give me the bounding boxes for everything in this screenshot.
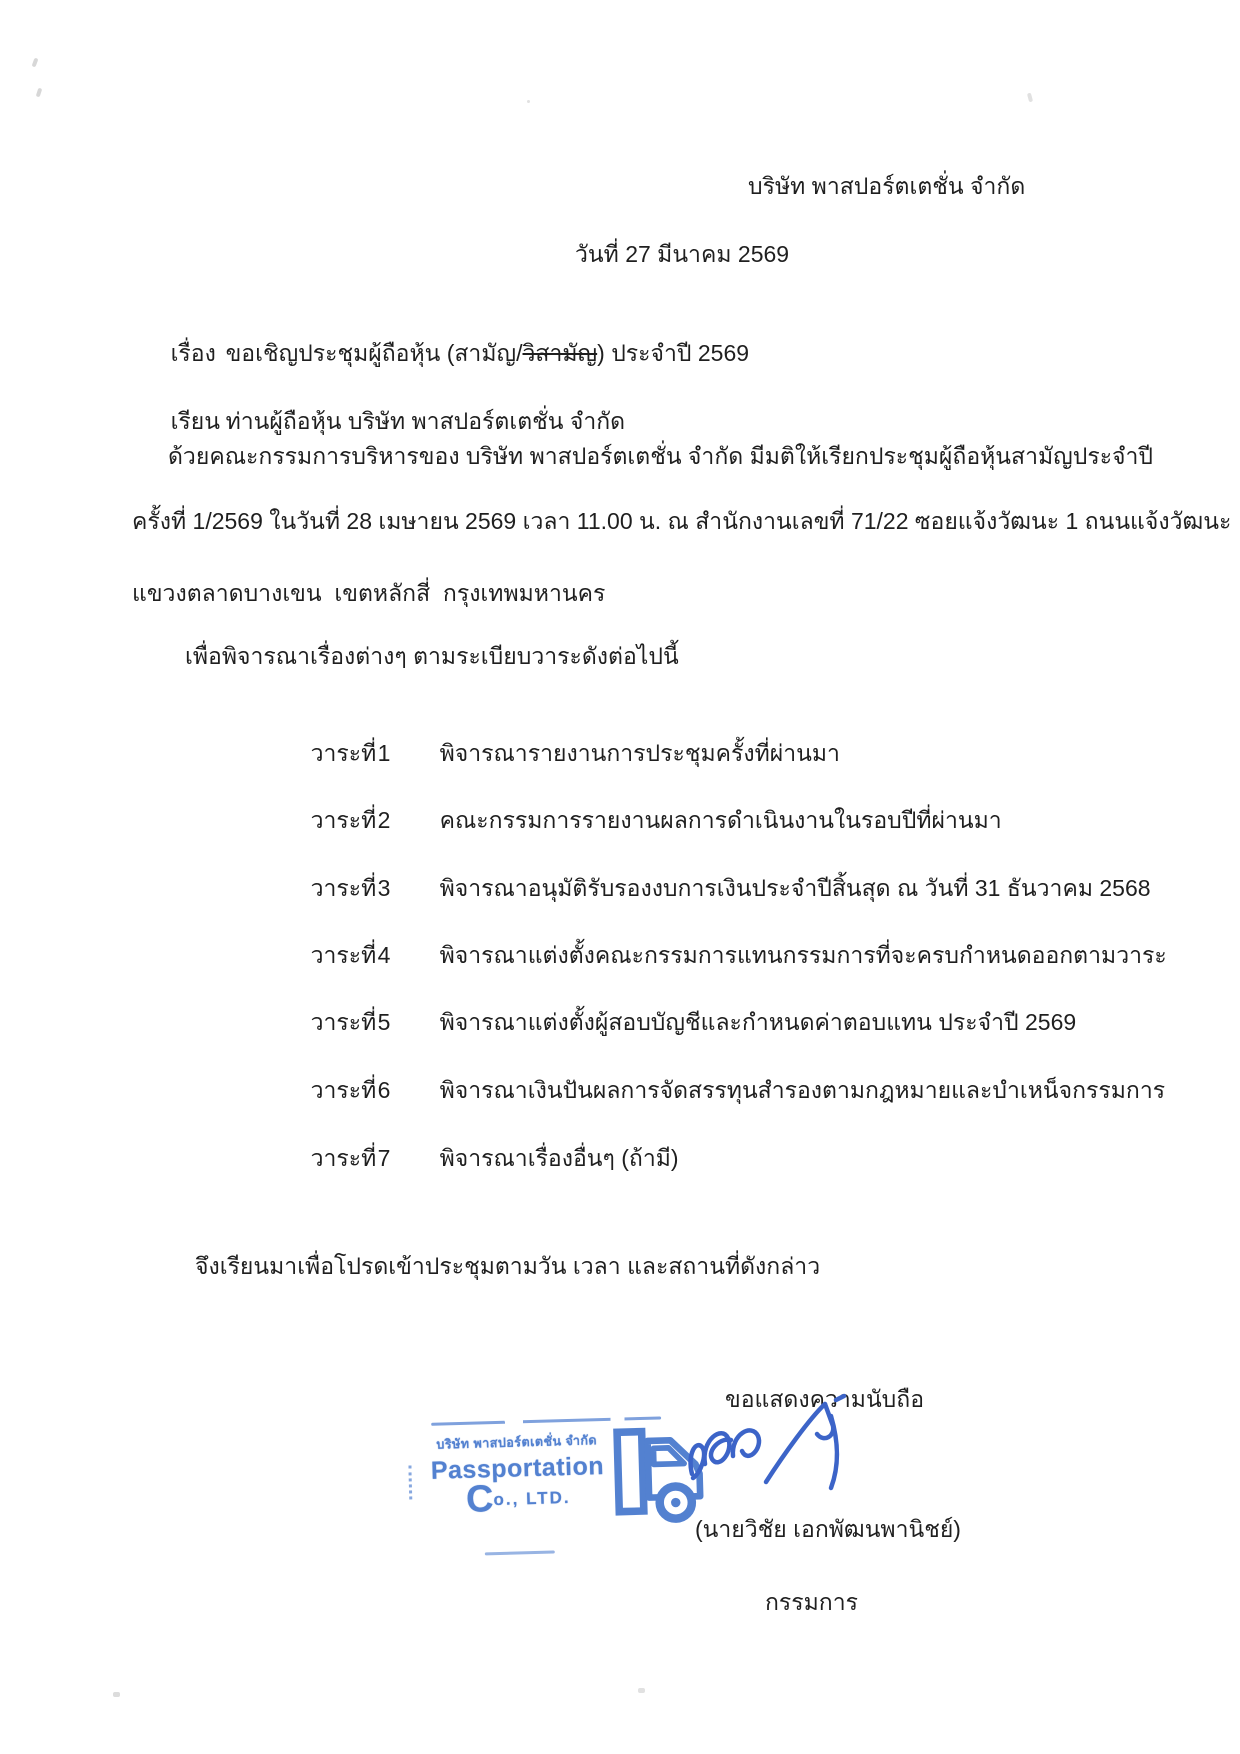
agenda-item-number: 5 [377,1009,391,1035]
closing-line: จึงเรียนมาเพื่อโปรดเข้าประชุมตามวัน เวลา และสถานที่ดังกล่าว [195,1253,821,1279]
agenda-item-text: พิจารณาแต่งตั้งคณะกรรมการแทนกรรมการที่จะครบกำหนดออกตามวาระ [439,942,1167,968]
agenda-item-number: 7 [377,1145,391,1171]
date-line: วันที่ 27 มีนาคม 2569 [575,241,790,267]
agenda-item-number: 6 [377,1077,391,1103]
agenda-item-label: วาระที่ [310,942,377,968]
stamp-worn-edge [408,1465,422,1499]
agenda-item-label: วาระที่ [310,1145,377,1171]
stamp-co-ltd-text: Co., LTD. [465,1478,571,1521]
agenda-item-text: พิจารณาเรื่องอื่นๆ (ถ้ามี) [439,1145,679,1171]
subject-text-before: ขอเชิญประชุมผู้ถือหุ้น (สามัญ/ [225,340,523,366]
agenda-item-text: พิจารณารายงานการประชุมครั้งที่ผ่านมา [439,740,840,766]
agenda-item-number: 1 [377,740,391,766]
purpose-line: เพื่อพิจารณาเรื่องต่างๆ ตามระเบียบวาระดังต่อไปนี้ [185,643,679,669]
agenda-item-number: 2 [377,807,391,833]
agenda-item-number: 4 [377,942,391,968]
subject-label: เรื่อง [170,340,216,366]
agenda-item-7 [285,1110,679,1206]
scan-artifact [638,1688,645,1693]
body-paragraph-line-1: ด้วยคณะกรรมการบริหารของ บริษัท พาสปอร์ตเตชั่น จำกัด มีมติให้เรียกประชุมผู้ถือหุ้นสามัญประจำปี [168,443,1154,469]
scan-artifact [36,88,43,98]
company-name: บริษัท พาสปอร์ตเตชั่น จำกัด [748,173,1026,199]
agenda-item-text: พิจารณาแต่งตั้งผู้สอบบัญชีและกำหนดค่าตอบแทน ประจำปี 2569 [439,1009,1077,1035]
scan-artifact [32,58,39,68]
agenda-item-label: วาระที่ [310,740,377,766]
agenda-item-label: วาระที่ [310,1009,377,1035]
signer-name: (นายวิชัย เอกพัฒนพานิชย์) [695,1516,961,1542]
agenda-item-text: พิจารณาอนุมัติรับรองงบการเงินประจำปีสิ้นสุด ณ วันที่ 31 ธันวาคม 2568 [439,875,1151,901]
stamp-thai-line: บริษัท พาสปอร์ตเตชั่น จำกัด [436,1433,598,1452]
recipient-text: ท่านผู้ถือหุ้น บริษัท พาสปอร์ตเตชั่น จำกัด [225,408,626,434]
agenda-item-text: คณะกรรมการรายงานผลการดำเนินงานในรอบปีที่ผ่านมา [439,807,1002,833]
signature-ink [678,1390,893,1510]
subject-struck-text: วิสามัญ [522,340,598,366]
scan-artifact [1027,93,1033,103]
agenda-item-number: 3 [377,875,391,901]
agenda-item-label: วาระที่ [310,875,377,901]
salutation: ขอแสดงความนับถือ [725,1386,925,1412]
company-stamp [421,1419,716,1555]
recipient-label: เรียน [170,408,220,434]
agenda-item-label: วาระที่ [310,807,377,833]
scan-artifact [113,1692,120,1697]
agenda-item-label: วาระที่ [310,1077,377,1103]
agenda-item-text: พิจารณาเงินปันผลการจัดสรรทุนสำรองตามกฎหมายและบำเหน็จกรรมการ [439,1077,1166,1103]
scan-artifact [527,100,530,103]
body-paragraph-line-2: ครั้งที่ 1/2569 ในวันที่ 28 เมษายน 2569 เวลา 11.00 น. ณ สำนักงานเลขที่ 71/22 ซอยแจ้งวัฒนะ 1 ถนนแจ้งวัฒนะ [132,508,1232,534]
signer-title: กรรมการ [765,1589,858,1615]
subject-text-after: ) ประจำปี 2569 [597,340,750,366]
stamp-brand-text: Passportation [430,1452,605,1485]
body-paragraph-line-3: แขวงตลาดบางเขน เขตหลักสี่ กรุงเทพมหานคร [132,580,606,606]
